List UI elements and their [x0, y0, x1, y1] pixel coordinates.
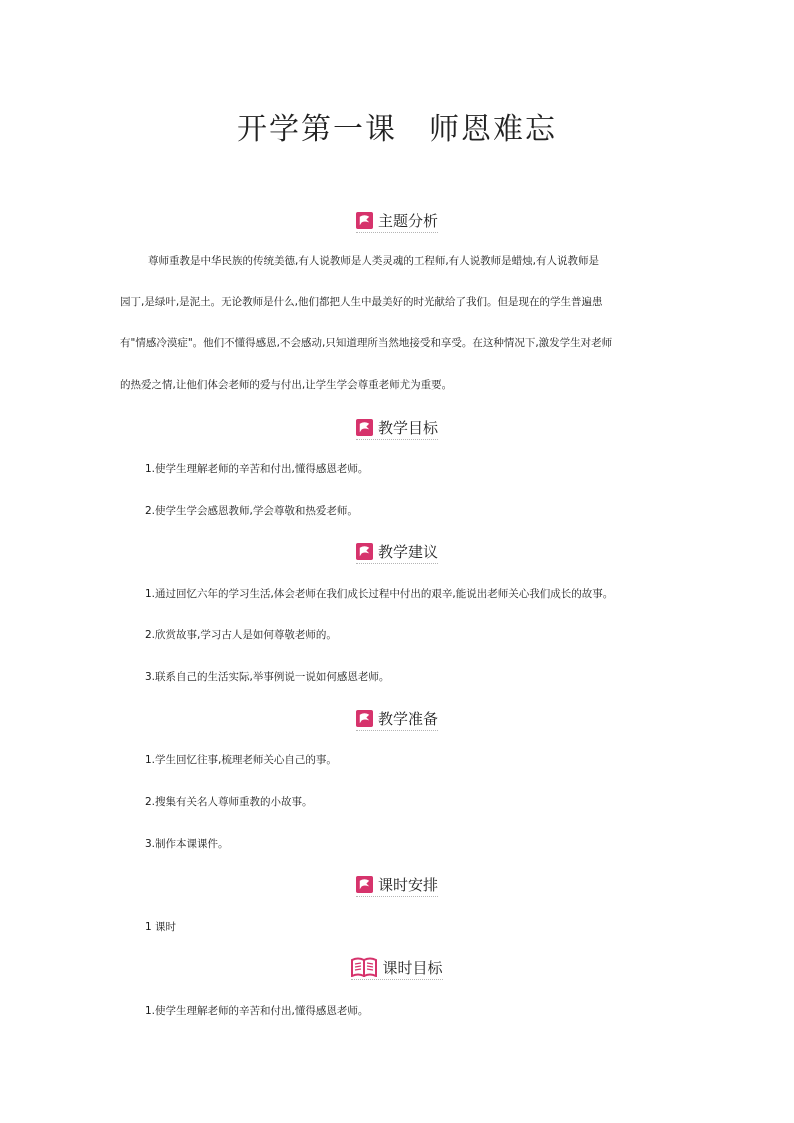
section-heading-schedule — [0, 873, 794, 897]
section-heading-analysis — [0, 209, 794, 233]
list-item: 3.联系自己的生活实际,举事例说一说如何感恩老师。 — [145, 671, 390, 683]
list-item: 3.制作本课课件。 — [145, 838, 229, 850]
paragraph-line: 尊师重教是中华民族的传统美德,有人说教师是人类灵魂的工程师,有人说教师是蜡烛,有人说教师是 — [148, 255, 600, 267]
section-heading-label: 教学建议 — [377, 542, 438, 561]
list-item: 1.通过回忆六年的学习生活,体会老师在我们成长过程中付出的艰辛,能说出老师关心我们成长的故事。 — [145, 588, 614, 600]
pink-flag-icon — [356, 419, 373, 436]
pink-flag-icon — [356, 212, 373, 229]
section-heading-label: 主题分析 — [377, 211, 438, 230]
section-heading-goals — [0, 416, 794, 440]
list-item: 2.使学生学会感恩教师,学会尊敬和热爱老师。 — [145, 505, 358, 517]
paragraph-line: 有"情感冷漠症"。他们不懂得感恩,不会感动,只知道理所当然地接受和享受。在这种情况下,激发学生对老师 — [120, 337, 613, 349]
page-title: 开学第一课 师恩难忘 — [237, 112, 557, 147]
section-heading-label: 教学准备 — [377, 709, 438, 728]
list-item: 1.学生回忆往事,梳理老师关心自己的事。 — [145, 754, 337, 766]
pink-flag-icon — [356, 710, 373, 727]
list-item: 2.搜集有关名人尊师重教的小故事。 — [145, 796, 313, 808]
section-heading-lesson-goals — [0, 956, 794, 980]
section-heading-label: 教学目标 — [377, 418, 438, 437]
open-book-icon — [351, 957, 377, 977]
pink-flag-icon — [356, 876, 373, 893]
list-item: 2.欣赏故事,学习古人是如何尊敬老师的。 — [145, 629, 337, 641]
list-item: 1.使学生理解老师的辛苦和付出,懂得感恩老师。 — [145, 1005, 369, 1017]
list-item: 1 课时 — [145, 921, 177, 933]
paragraph-line: 园丁,是绿叶,是泥土。无论教师是什么,他们都把人生中最美好的时光献给了我们。但是现在的学生普遍患 — [120, 296, 603, 308]
section-heading-suggestions — [0, 540, 794, 564]
section-heading-label: 课时安排 — [377, 875, 438, 894]
pink-flag-icon — [356, 543, 373, 560]
list-item: 1.使学生理解老师的辛苦和付出,懂得感恩老师。 — [145, 463, 369, 475]
section-heading-label: 课时目标 — [382, 958, 443, 977]
section-heading-preparation — [0, 707, 794, 731]
paragraph-line: 的热爱之情,让他们体会老师的爱与付出,让学生学会尊重老师尤为重要。 — [120, 379, 453, 391]
